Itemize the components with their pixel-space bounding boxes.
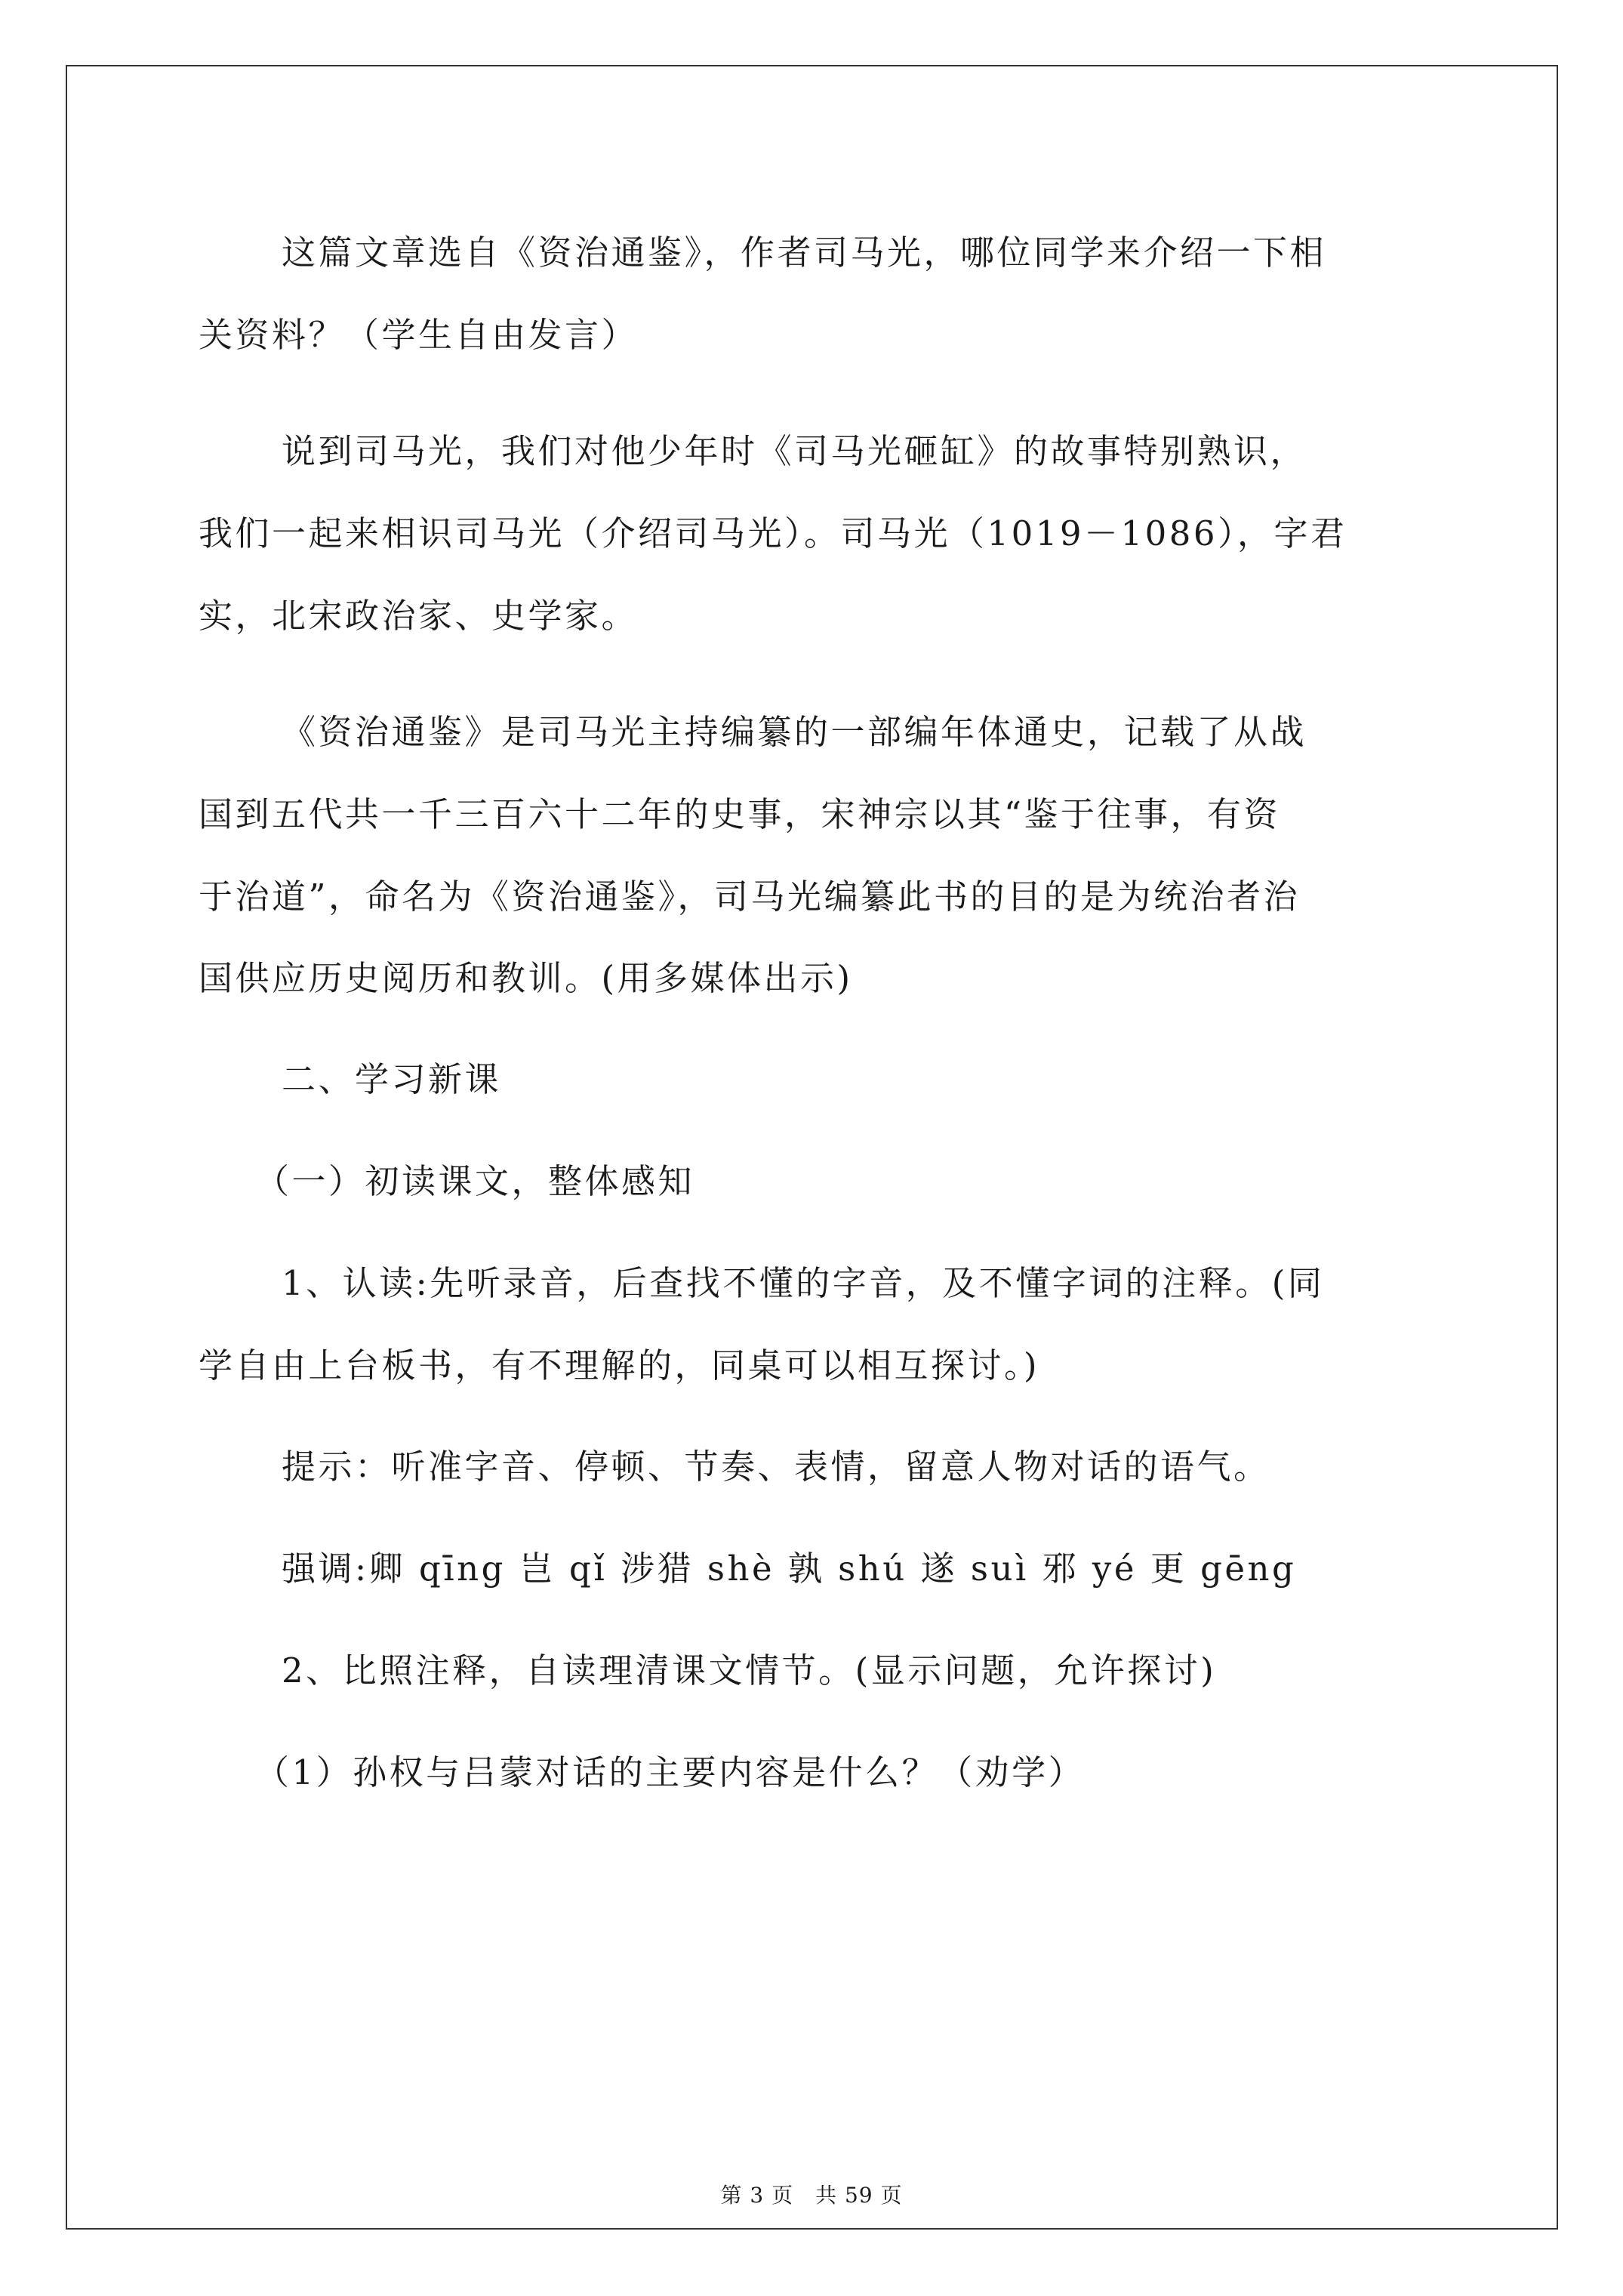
paragraph-line: 学自由上台板书，有不理解的，同桌可以相互探讨。) bbox=[199, 1345, 1040, 1385]
paragraph-line: 于治道”，命名为《资治通鉴》，司马光编纂此书的目的是为统治者治 bbox=[199, 877, 1301, 917]
paragraph-line: 关资料？（学生自由发言） bbox=[199, 315, 639, 355]
paragraph-line: 实，北宋政治家、史学家。 bbox=[199, 596, 639, 636]
paragraph-line: 国到五代共一千三百六十二年的史事，宋神宗以其“鉴于往事，有资 bbox=[199, 794, 1281, 834]
section-heading: 二、学习新课 bbox=[282, 1059, 502, 1099]
page-number: 第 3 页 共 59 页 bbox=[720, 2183, 903, 2208]
page-border bbox=[66, 65, 1558, 2230]
paragraph-line: 《资治通鉴》是司马光主持编纂的一部编年体通史，记载了从战 bbox=[282, 712, 1307, 752]
paragraph-line: （1）孙权与吕蒙对话的主要内容是什么？（劝学） bbox=[255, 1752, 1086, 1792]
subsection-heading: （一）初读课文，整体感知 bbox=[255, 1161, 695, 1201]
paragraph-line: 1、认读:先听录音，后查找不懂的字音，及不懂字词的注释。(同 bbox=[282, 1263, 1325, 1303]
paragraph-line: 我们一起来相识司马光（介绍司马光）。司马光（1019－1086），字君 bbox=[199, 513, 1347, 553]
paragraph-line: 国供应历史阅历和教训。(用多媒体出示) bbox=[199, 958, 853, 998]
paragraph-line: 提示：听准字音、停顿、节奏、表情，留意人物对话的语气。 bbox=[282, 1447, 1270, 1487]
paragraph-line: 2、比照注释，自读理清课文情节。(显示问题，允许探讨) bbox=[282, 1650, 1217, 1690]
paragraph-line: 这篇文章选自《资治通鉴》，作者司马光，哪位同学来介绍一下相 bbox=[282, 233, 1327, 273]
paragraph-line: 说到司马光，我们对他少年时《司马光砸缸》的故事特别熟识， bbox=[282, 431, 1307, 471]
paragraph-line: 强调:卿 qīng 岂 qǐ 涉猎 shè 孰 shú 遂 suì 邪 yé 更 gēng bbox=[282, 1549, 1297, 1589]
